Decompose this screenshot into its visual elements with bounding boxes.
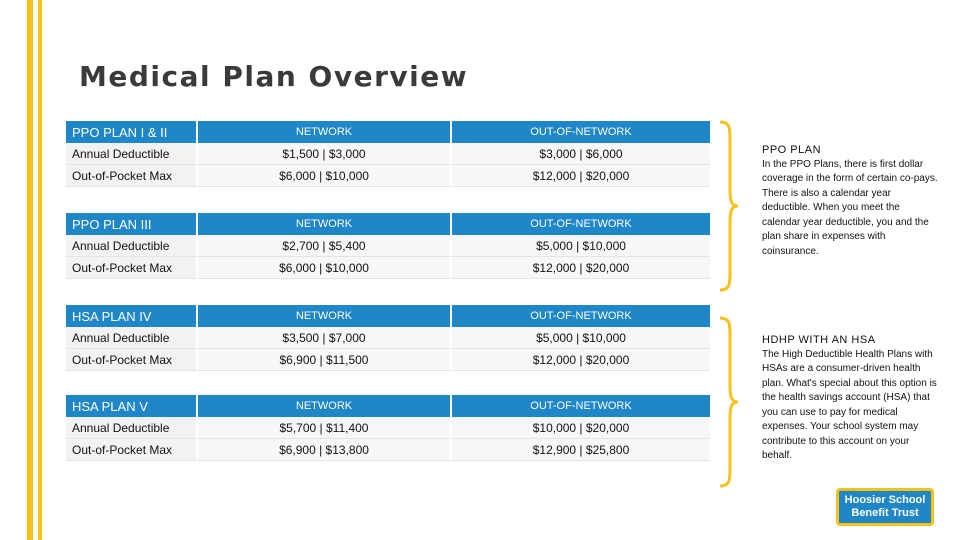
out-of-network-value: $12,900 | $25,800 [450, 439, 710, 461]
row-label: Out-of-Pocket Max [66, 439, 196, 461]
network-header: NETWORK [196, 305, 450, 327]
table-header-row [66, 213, 710, 235]
out-of-network-value: $3,000 | $6,000 [450, 143, 710, 165]
page-title: Medical Plan Overview [79, 60, 469, 93]
plan-table-hsa-4 [66, 305, 710, 371]
out-of-network-value: $5,000 | $10,000 [450, 327, 710, 349]
table-row [66, 143, 710, 165]
network-value: $5,700 | $11,400 [196, 417, 450, 439]
hdhp-note [762, 333, 940, 464]
table-row [66, 349, 710, 371]
out-of-network-header: OUT-OF-NETWORK [450, 305, 710, 327]
out-of-network-header: OUT-OF-NETWORK [450, 121, 710, 143]
hdhp-note-text: The High Deductible Health Plans with HSAs are a consumer-driven health plan. What's special about this option is the health savings account (HSA) that you can use to pay for medical expenses. Your school system may contribute to this account on your behalf. [762, 348, 937, 461]
network-value: $6,000 | $10,000 [196, 165, 450, 187]
network-value: $3,500 | $7,000 [196, 327, 450, 349]
plan-table-ppo-1-2 [66, 121, 710, 187]
plan-table-ppo-3 [66, 213, 710, 279]
plan-tables [66, 121, 710, 465]
ppo-brace-icon [718, 120, 740, 292]
row-label: Annual Deductible [66, 417, 196, 439]
plan-name: HSA PLAN V [66, 395, 196, 417]
out-of-network-value: $12,000 | $20,000 [450, 165, 710, 187]
network-value: $2,700 | $5,400 [196, 235, 450, 257]
hsbt-logo [836, 488, 934, 526]
table-header-row [66, 305, 710, 327]
table-row [66, 417, 710, 439]
table-row [66, 327, 710, 349]
ppo-note-heading: PPO PLAN [762, 144, 822, 156]
hdhp-note-heading: HDHP WITH AN HSA [762, 334, 876, 346]
row-label: Out-of-Pocket Max [66, 165, 196, 187]
table-row [66, 439, 710, 461]
network-value: $6,000 | $10,000 [196, 257, 450, 279]
plan-name: HSA PLAN IV [66, 305, 196, 327]
accent-bar-left [27, 0, 33, 540]
logo-line-1: Hoosier School [844, 494, 926, 506]
network-header: NETWORK [196, 213, 450, 235]
out-of-network-header: OUT-OF-NETWORK [450, 395, 710, 417]
ppo-note-text: In the PPO Plans, there is first dollar coverage in the form of certain co-pays. There is also a calendar year deductible. When you meet the calendar year deductible, you and the plan share in expenses with coinsurance. [762, 158, 938, 257]
row-label: Out-of-Pocket Max [66, 257, 196, 279]
logo-line-2: Benefit Trust [851, 507, 919, 519]
table-header-row [66, 395, 710, 417]
row-label: Out-of-Pocket Max [66, 349, 196, 371]
out-of-network-value: $5,000 | $10,000 [450, 235, 710, 257]
out-of-network-header: OUT-OF-NETWORK [450, 213, 710, 235]
table-row [66, 257, 710, 279]
network-header: NETWORK [196, 395, 450, 417]
table-header-row [66, 121, 710, 143]
network-value: $6,900 | $11,500 [196, 349, 450, 371]
out-of-network-value: $10,000 | $20,000 [450, 417, 710, 439]
row-label: Annual Deductible [66, 143, 196, 165]
out-of-network-value: $12,000 | $20,000 [450, 257, 710, 279]
table-row [66, 165, 710, 187]
network-header: NETWORK [196, 121, 450, 143]
network-value: $6,900 | $13,800 [196, 439, 450, 461]
network-value: $1,500 | $3,000 [196, 143, 450, 165]
plan-table-hsa-5 [66, 395, 710, 461]
ppo-note [762, 143, 940, 259]
accent-bar-right [38, 0, 42, 540]
row-label: Annual Deductible [66, 235, 196, 257]
row-label: Annual Deductible [66, 327, 196, 349]
plan-name: PPO PLAN I & II [66, 121, 196, 143]
hdhp-brace-icon [718, 316, 740, 488]
table-row [66, 235, 710, 257]
plan-name: PPO PLAN III [66, 213, 196, 235]
out-of-network-value: $12,000 | $20,000 [450, 349, 710, 371]
